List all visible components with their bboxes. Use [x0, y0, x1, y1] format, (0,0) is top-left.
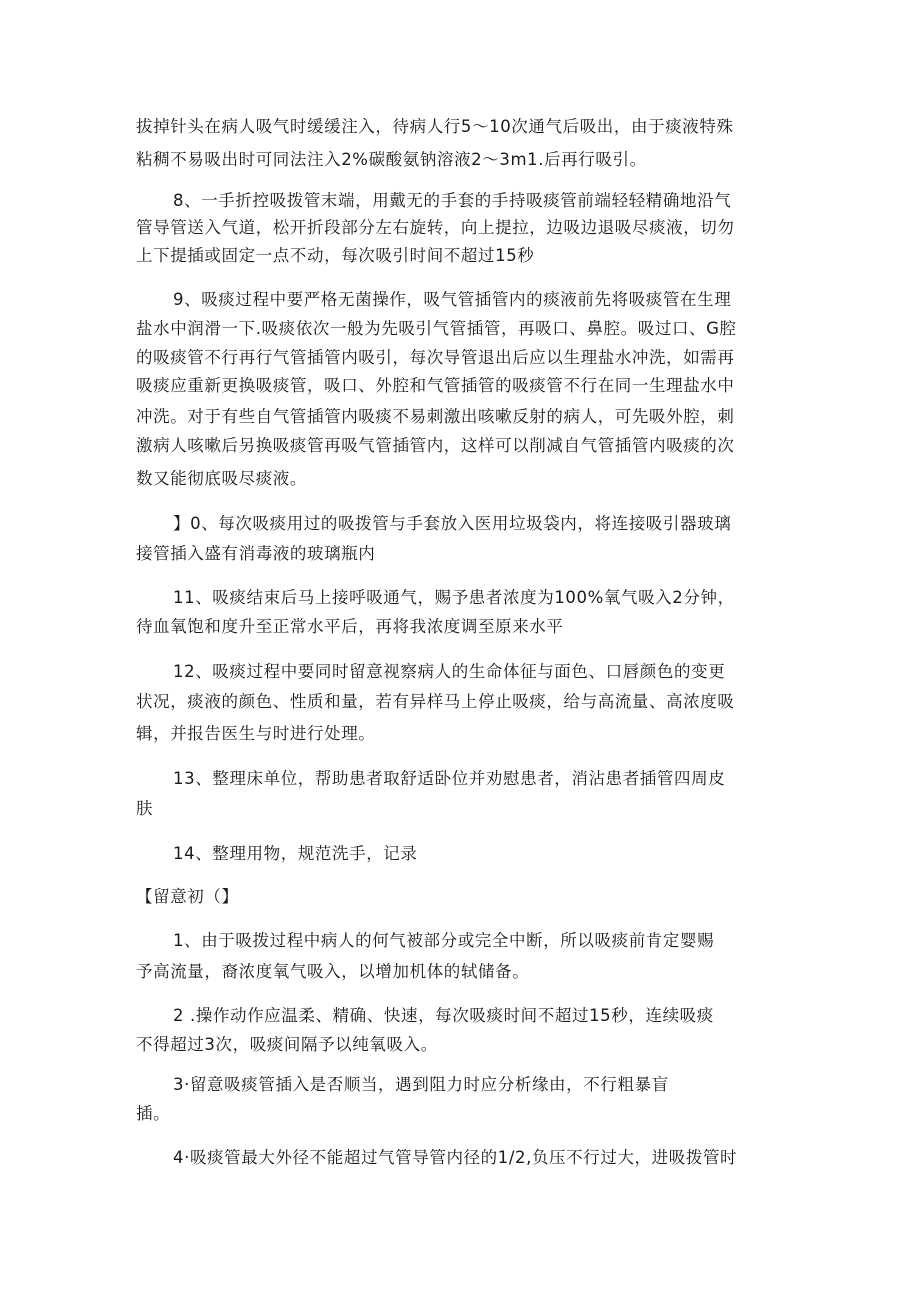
text-line: 激病人咳嗽后另换吸痰管再吸气管插管内，这样可以削减自气管插管内吸痰的次 — [136, 436, 735, 455]
text-line: 辑，并报告医生与时进行处理。 — [136, 724, 376, 743]
text-line: 状况，痰液的颜色、性质和量，若有异样马上停止吸痰，给与高流量、高浓度吸 — [136, 692, 735, 711]
text-line: 盐水中润滑一下.吸痰依次一般为先吸引气管插管，再吸口、鼻腔。吸过口、G腔 — [136, 319, 737, 338]
text-line: 】0、每次吸痰用过的吸拨管与手套放入医用垃圾袋内，将连接吸引器玻璃 — [173, 514, 732, 533]
text-line: 肤 — [136, 799, 154, 818]
text-line: 吸痰应重新更换吸痰管，吸口、外腔和气管插管的吸痰管不行在同一生理盐水中 — [136, 376, 735, 395]
text-line: 的吸痰管不行再行气管插管内吸引，每次导管退出后应以生理盐水冲洗，如需再 — [136, 348, 735, 367]
text-line: 上下提插或固定一点不动，每次吸引时间不超过15秒 — [136, 246, 535, 265]
text-line: 9、吸痰过程中要严格无菌操作，吸气管插管内的痰液前先将吸痰管在生理 — [173, 290, 732, 309]
text-line: 不得超过3次，吸痰间隔予以纯氧吸入。 — [136, 1035, 438, 1054]
text-line: 待血氧饱和度升至正常水平后，再将我浓度调至原来水平 — [136, 617, 564, 636]
text-line: 管导管送入气道，松开折段部分左右旋转，向上提拉，边吸边退吸尽痰液，切勿 — [136, 218, 735, 237]
text-line: 冲洗。对于有些自气管插管内吸痰不易刺激出咳嗽反射的病人，可先吸外腔，刺 — [136, 407, 735, 426]
text-line: 13、整理床单位，帮助患者取舒适卧位并劝慰患者，消沾患者插管四周皮 — [173, 769, 726, 788]
text-line: 予高流量，裔浓度氧气吸入，以增加机体的轼储备。 — [136, 962, 530, 981]
text-line: 粘稠不易吸出时可同法注入2%碳酸氨钠溶液2～3m1.后再行吸引。 — [136, 150, 647, 169]
text-line: 2 .操作动作应温柔、精确、快速，每次吸痰时间不超过15秒，连续吸痰 — [173, 1006, 714, 1025]
text-line: 数又能彻底吸尽痰液。 — [136, 469, 307, 488]
text-line: 3·留意吸痰管插入是否顺当，遇到阻力时应分析缘由，不行粗暴盲 — [173, 1075, 669, 1094]
text-line: 4·吸痰管最大外径不能超过气管导管内径的1/2,负压不行过大，进吸拨管时 — [173, 1148, 738, 1167]
text-line: 1、由于吸拨过程中病人的何气被部分或完全中断，所以吸痰前肯定婴赐 — [173, 931, 715, 950]
text-line: 11、吸痰结束后马上接呼吸通气，赐予患者浓度为100%氧气吸入2分钟， — [173, 588, 735, 607]
text-line: 接管插入盛有消毒液的玻璃瓶内 — [136, 544, 376, 563]
text-line: 插。 — [136, 1104, 171, 1123]
section-heading: 【留意初（】 — [136, 887, 239, 906]
text-line: 14、整理用物，规范洗手，记录 — [173, 844, 418, 863]
text-line: 8、一手折控吸拨管末端，用戴无的手套的手持吸痰管前端轻轻精确地沿气 — [173, 191, 732, 210]
text-line: 12、吸痰过程中要同时留意视察病人的生命体征与面色、口唇颜色的变更 — [173, 662, 726, 681]
text-line: 拔掉针头在病人吸气时缓缓注入，待病人行5～10次通气后吸出，由于痰液特殊 — [136, 117, 734, 136]
